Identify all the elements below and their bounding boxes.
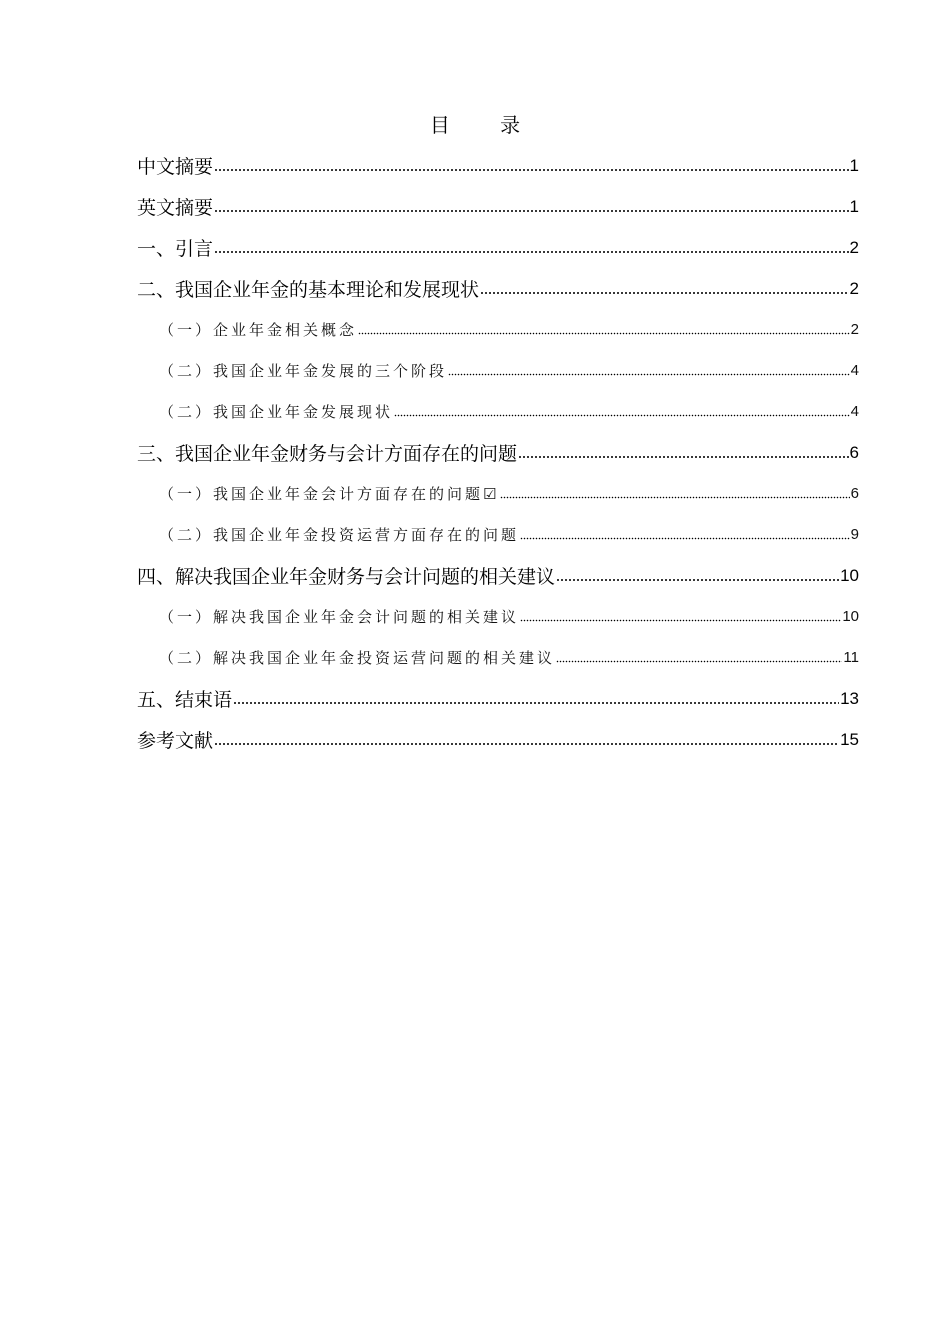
toc-entry[interactable] (137, 227, 859, 268)
toc-page-number: 1 (849, 155, 859, 175)
dot-leader (214, 159, 849, 178)
toc-entry-label: 参考文献 (137, 730, 214, 752)
toc-entry-label: （二）我国企业年金发展现状 (159, 403, 394, 421)
toc-entry-label: （二）我国企业年金发展的三个阶段 (159, 362, 448, 380)
toc-page-number: 13 (840, 688, 859, 708)
dot-leader (233, 692, 839, 711)
dot-leader (214, 733, 839, 752)
toc-subentry[interactable] (137, 637, 859, 678)
dot-leader (214, 200, 849, 219)
toc-entry-label: 三、我国企业年金财务与会计方面存在的问题 (137, 443, 518, 465)
toc-page-number: 10 (840, 565, 859, 585)
toc-entry-label: （一）企业年金相关概念 (159, 321, 358, 339)
dot-leader (500, 489, 849, 504)
toc-entry-label: 四、解决我国企业年金财务与会计问题的相关建议 (137, 566, 556, 588)
dot-leader (556, 569, 839, 588)
toc-entry-label: （一）解决我国企业年金会计问题的相关建议 (159, 608, 520, 626)
toc-page-number: 10 (842, 608, 859, 625)
toc-page-number: 4 (850, 362, 859, 379)
table-of-contents (137, 145, 859, 760)
toc-page-number: 6 (849, 442, 859, 462)
toc-page-number: 11 (843, 649, 859, 666)
toc-entry[interactable] (137, 555, 859, 596)
dot-leader (520, 530, 850, 545)
toc-entry-label: 二、我国企业年金的基本理论和发展现状 (137, 279, 480, 301)
toc-page-number: 15 (840, 729, 859, 749)
toc-entry-label: 中文摘要 (137, 156, 214, 178)
toc-subentry[interactable] (137, 391, 859, 432)
toc-entry[interactable] (137, 432, 859, 473)
dot-leader (480, 282, 849, 301)
toc-entry-label: 英文摘要 (137, 197, 214, 219)
toc-page-number: 4 (850, 403, 859, 420)
toc-entry-label: （二）我国企业年金投资运营方面存在的问题 (159, 526, 520, 544)
dot-leader (214, 241, 849, 260)
toc-entry-label: 一、引言 (137, 238, 214, 260)
toc-entry[interactable] (137, 268, 859, 309)
toc-page-number: 1 (849, 196, 859, 216)
dot-leader (448, 366, 850, 381)
toc-title: 目 录 (429, 113, 543, 137)
dot-leader (518, 446, 849, 465)
toc-entry[interactable] (137, 145, 859, 186)
toc-page-number: 2 (850, 321, 859, 338)
toc-entry-label: （一）我国企业年金会计方面存在的问题☑ (159, 485, 500, 503)
toc-subentry[interactable] (137, 473, 859, 514)
toc-subentry[interactable] (137, 596, 859, 637)
toc-entry-label: 五、结束语 (137, 689, 233, 711)
toc-entry[interactable] (137, 678, 859, 719)
dot-leader (394, 407, 850, 422)
toc-entry[interactable] (137, 186, 859, 227)
toc-entry[interactable] (137, 719, 859, 760)
toc-page-number: 6 (850, 485, 859, 502)
toc-subentry[interactable] (137, 309, 859, 350)
dot-leader (358, 325, 850, 340)
dot-leader (556, 653, 842, 668)
toc-subentry[interactable] (137, 350, 859, 391)
toc-entry-label: （二）解决我国企业年金投资运营问题的相关建议 (159, 649, 556, 667)
toc-subentry[interactable] (137, 514, 859, 555)
toc-page-number: 2 (849, 278, 859, 298)
dot-leader (520, 612, 841, 627)
toc-page-number: 9 (850, 526, 859, 543)
toc-page-number: 2 (849, 237, 859, 257)
